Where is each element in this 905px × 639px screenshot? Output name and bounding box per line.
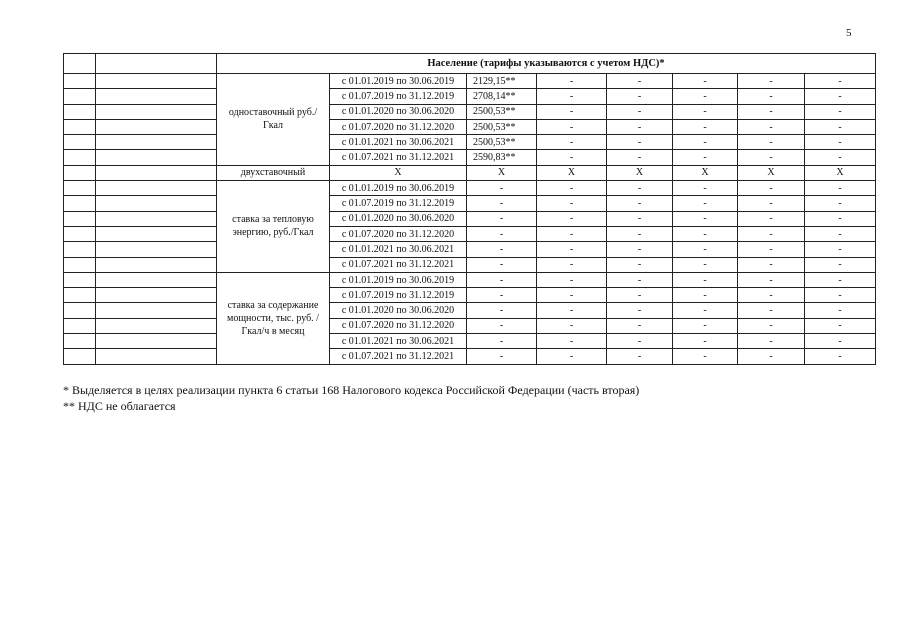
dash-cell: - — [673, 242, 738, 257]
empty-cell — [64, 242, 96, 257]
table-row — [64, 318, 876, 333]
dash-cell: - — [467, 334, 537, 349]
dash-cell: - — [673, 211, 738, 226]
table-row — [64, 119, 876, 134]
empty-cell — [96, 196, 217, 211]
empty-cell — [64, 135, 96, 150]
dash-cell: - — [805, 119, 876, 134]
empty-cell — [64, 303, 96, 318]
dash-cell: - — [673, 318, 738, 333]
dash-cell: - — [738, 211, 805, 226]
table-row — [64, 54, 876, 74]
two-rate-label: двухставочный — [217, 165, 330, 180]
empty-cell — [64, 334, 96, 349]
table-row — [64, 226, 876, 241]
dash-cell: - — [673, 74, 738, 89]
dash-cell: - — [607, 104, 673, 119]
period-cell: с 01.01.2020 по 30.06.2020 — [330, 211, 467, 226]
empty-cell — [96, 119, 217, 134]
dash-cell: - — [738, 150, 805, 165]
table-row — [64, 89, 876, 104]
dash-cell: - — [673, 288, 738, 303]
dash-cell: - — [467, 226, 537, 241]
period-cell: с 01.07.2019 по 31.12.2019 — [330, 89, 467, 104]
period-cell: с 01.01.2019 по 30.06.2019 — [330, 181, 467, 196]
value-cell: 2708,14** — [467, 89, 537, 104]
dash-cell: - — [537, 318, 607, 333]
empty-cell — [96, 349, 217, 364]
dash-cell: - — [673, 181, 738, 196]
dash-cell: - — [805, 257, 876, 272]
dash-cell: - — [607, 272, 673, 287]
dash-cell: - — [805, 288, 876, 303]
period-cell: с 01.07.2020 по 31.12.2020 — [330, 318, 467, 333]
empty-cell — [96, 211, 217, 226]
empty-cell — [64, 272, 96, 287]
dash-cell: - — [607, 196, 673, 211]
empty-cell — [96, 288, 217, 303]
dash-cell: - — [673, 272, 738, 287]
dash-cell: - — [607, 242, 673, 257]
dash-cell: - — [805, 349, 876, 364]
dash-cell: - — [537, 89, 607, 104]
dash-cell: - — [467, 303, 537, 318]
period-cell: с 01.01.2019 по 30.06.2019 — [330, 74, 467, 89]
dash-cell: - — [467, 181, 537, 196]
table-row — [64, 181, 876, 196]
value-cell: 2500,53** — [467, 135, 537, 150]
dash-cell: - — [673, 334, 738, 349]
dash-cell: - — [805, 334, 876, 349]
period-cell: с 01.01.2021 по 30.06.2021 — [330, 242, 467, 257]
empty-cell — [64, 349, 96, 364]
dash-cell: - — [607, 318, 673, 333]
dash-cell: - — [738, 272, 805, 287]
table-row — [64, 104, 876, 119]
dash-cell: - — [607, 119, 673, 134]
group-label: ставка за содержание мощности, тыс. руб. /Гкал/ч в месяц — [217, 272, 330, 364]
footnote: * Выделяется в целях реализации пункта 6 статьи 168 Налогового кодекса Российской Федерации (часть вторая) — [63, 383, 640, 397]
table-row — [64, 303, 876, 318]
group-label: ставка за тепловую энергию, руб./Гкал — [217, 181, 330, 273]
table-row — [64, 334, 876, 349]
dash-cell: - — [738, 135, 805, 150]
empty-cell — [96, 257, 217, 272]
x-cell: X — [467, 165, 537, 180]
empty-cell — [64, 74, 96, 89]
dash-cell: - — [537, 119, 607, 134]
group-label: одноставочный руб./Гкал — [217, 74, 330, 166]
empty-cell — [64, 196, 96, 211]
dash-cell: - — [738, 181, 805, 196]
dash-cell: - — [805, 181, 876, 196]
dash-cell: - — [805, 150, 876, 165]
dash-cell: - — [805, 242, 876, 257]
dash-cell: - — [537, 150, 607, 165]
table-row — [64, 288, 876, 303]
empty-cell — [64, 54, 96, 74]
table-row — [64, 257, 876, 272]
table-body — [64, 54, 876, 365]
dash-cell: - — [738, 74, 805, 89]
period-cell: с 01.07.2020 по 31.12.2020 — [330, 226, 467, 241]
x-cell: X — [673, 165, 738, 180]
dash-cell: - — [738, 196, 805, 211]
empty-cell — [64, 211, 96, 226]
dash-cell: - — [673, 303, 738, 318]
empty-cell — [96, 318, 217, 333]
dash-cell: - — [738, 226, 805, 241]
table-row — [64, 196, 876, 211]
empty-cell — [64, 181, 96, 196]
dash-cell: - — [738, 104, 805, 119]
empty-cell — [96, 54, 217, 74]
empty-cell — [96, 242, 217, 257]
tariff-table — [63, 53, 876, 365]
dash-cell: - — [537, 242, 607, 257]
dash-cell: - — [607, 211, 673, 226]
dash-cell: - — [805, 272, 876, 287]
dash-cell: - — [607, 181, 673, 196]
empty-cell — [96, 165, 217, 180]
empty-cell — [96, 226, 217, 241]
table-row — [64, 74, 876, 89]
dash-cell: - — [738, 119, 805, 134]
dash-cell: - — [537, 74, 607, 89]
dash-cell: - — [805, 74, 876, 89]
table-row — [64, 165, 876, 180]
dash-cell: - — [607, 257, 673, 272]
empty-cell — [64, 119, 96, 134]
period-cell: с 01.07.2019 по 31.12.2019 — [330, 288, 467, 303]
x-cell: X — [330, 165, 467, 180]
dash-cell: - — [738, 303, 805, 318]
footnote: ** НДС не облагается — [63, 399, 176, 413]
x-cell: X — [738, 165, 805, 180]
dash-cell: - — [805, 226, 876, 241]
page-number: 5 — [846, 27, 852, 39]
dash-cell: - — [467, 272, 537, 287]
dash-cell: - — [805, 318, 876, 333]
x-cell: X — [537, 165, 607, 180]
empty-cell — [64, 288, 96, 303]
empty-cell — [96, 150, 217, 165]
value-cell: 2500,53** — [467, 119, 537, 134]
dash-cell: - — [673, 196, 738, 211]
dash-cell: - — [467, 318, 537, 333]
empty-cell — [64, 150, 96, 165]
dash-cell: - — [738, 89, 805, 104]
period-cell: с 01.07.2021 по 31.12.2021 — [330, 150, 467, 165]
dash-cell: - — [805, 135, 876, 150]
footnotes — [63, 382, 639, 414]
period-cell: с 01.01.2021 по 30.06.2021 — [330, 334, 467, 349]
dash-cell: - — [467, 257, 537, 272]
dash-cell: - — [537, 349, 607, 364]
period-cell: с 01.07.2021 по 31.12.2021 — [330, 349, 467, 364]
dash-cell: - — [805, 211, 876, 226]
dash-cell: - — [467, 196, 537, 211]
dash-cell: - — [673, 349, 738, 364]
period-cell: с 01.01.2020 по 30.06.2020 — [330, 303, 467, 318]
dash-cell: - — [738, 288, 805, 303]
empty-cell — [96, 272, 217, 287]
period-cell: с 01.07.2020 по 31.12.2020 — [330, 119, 467, 134]
dash-cell: - — [607, 288, 673, 303]
dash-cell: - — [607, 135, 673, 150]
empty-cell — [96, 104, 217, 119]
dash-cell: - — [738, 257, 805, 272]
dash-cell: - — [805, 89, 876, 104]
empty-cell — [96, 135, 217, 150]
empty-cell — [96, 334, 217, 349]
dash-cell: - — [537, 303, 607, 318]
dash-cell: - — [607, 303, 673, 318]
dash-cell: - — [467, 349, 537, 364]
dash-cell: - — [738, 318, 805, 333]
dash-cell: - — [537, 334, 607, 349]
empty-cell — [64, 318, 96, 333]
empty-cell — [64, 89, 96, 104]
dash-cell: - — [805, 104, 876, 119]
dash-cell: - — [805, 196, 876, 211]
empty-cell — [96, 181, 217, 196]
dash-cell: - — [537, 181, 607, 196]
dash-cell: - — [607, 226, 673, 241]
table-row — [64, 272, 876, 287]
x-cell: X — [805, 165, 876, 180]
dash-cell: - — [673, 119, 738, 134]
dash-cell: - — [537, 272, 607, 287]
dash-cell: - — [537, 135, 607, 150]
dash-cell: - — [673, 226, 738, 241]
dash-cell: - — [673, 89, 738, 104]
value-cell: 2500,53** — [467, 104, 537, 119]
dash-cell: - — [537, 226, 607, 241]
dash-cell: - — [805, 303, 876, 318]
dash-cell: - — [673, 104, 738, 119]
empty-cell — [64, 226, 96, 241]
value-cell: 2590,83** — [467, 150, 537, 165]
dash-cell: - — [738, 242, 805, 257]
period-cell: с 01.01.2021 по 30.06.2021 — [330, 135, 467, 150]
dash-cell: - — [537, 104, 607, 119]
dash-cell: - — [537, 211, 607, 226]
dash-cell: - — [537, 196, 607, 211]
period-cell: с 01.07.2021 по 31.12.2021 — [330, 257, 467, 272]
period-cell: с 01.01.2020 по 30.06.2020 — [330, 104, 467, 119]
dash-cell: - — [738, 334, 805, 349]
dash-cell: - — [467, 242, 537, 257]
table-row — [64, 135, 876, 150]
dash-cell: - — [738, 349, 805, 364]
empty-cell — [64, 104, 96, 119]
dash-cell: - — [607, 349, 673, 364]
dash-cell: - — [467, 288, 537, 303]
value-cell: 2129,15** — [467, 74, 537, 89]
dash-cell: - — [673, 135, 738, 150]
table-row — [64, 242, 876, 257]
x-cell: X — [607, 165, 673, 180]
dash-cell: - — [607, 89, 673, 104]
dash-cell: - — [607, 74, 673, 89]
empty-cell — [64, 257, 96, 272]
table-row — [64, 349, 876, 364]
empty-cell — [64, 165, 96, 180]
table-row — [64, 150, 876, 165]
dash-cell: - — [467, 211, 537, 226]
empty-cell — [96, 89, 217, 104]
table-row — [64, 211, 876, 226]
dash-cell: - — [673, 257, 738, 272]
dash-cell: - — [607, 150, 673, 165]
period-cell: с 01.01.2019 по 30.06.2019 — [330, 272, 467, 287]
empty-cell — [96, 303, 217, 318]
period-cell: с 01.07.2019 по 31.12.2019 — [330, 196, 467, 211]
empty-cell — [96, 74, 217, 89]
dash-cell: - — [537, 288, 607, 303]
dash-cell: - — [673, 150, 738, 165]
table-header: Население (тарифы указываются с учетом НДС)* — [217, 54, 876, 74]
dash-cell: - — [607, 334, 673, 349]
dash-cell: - — [537, 257, 607, 272]
